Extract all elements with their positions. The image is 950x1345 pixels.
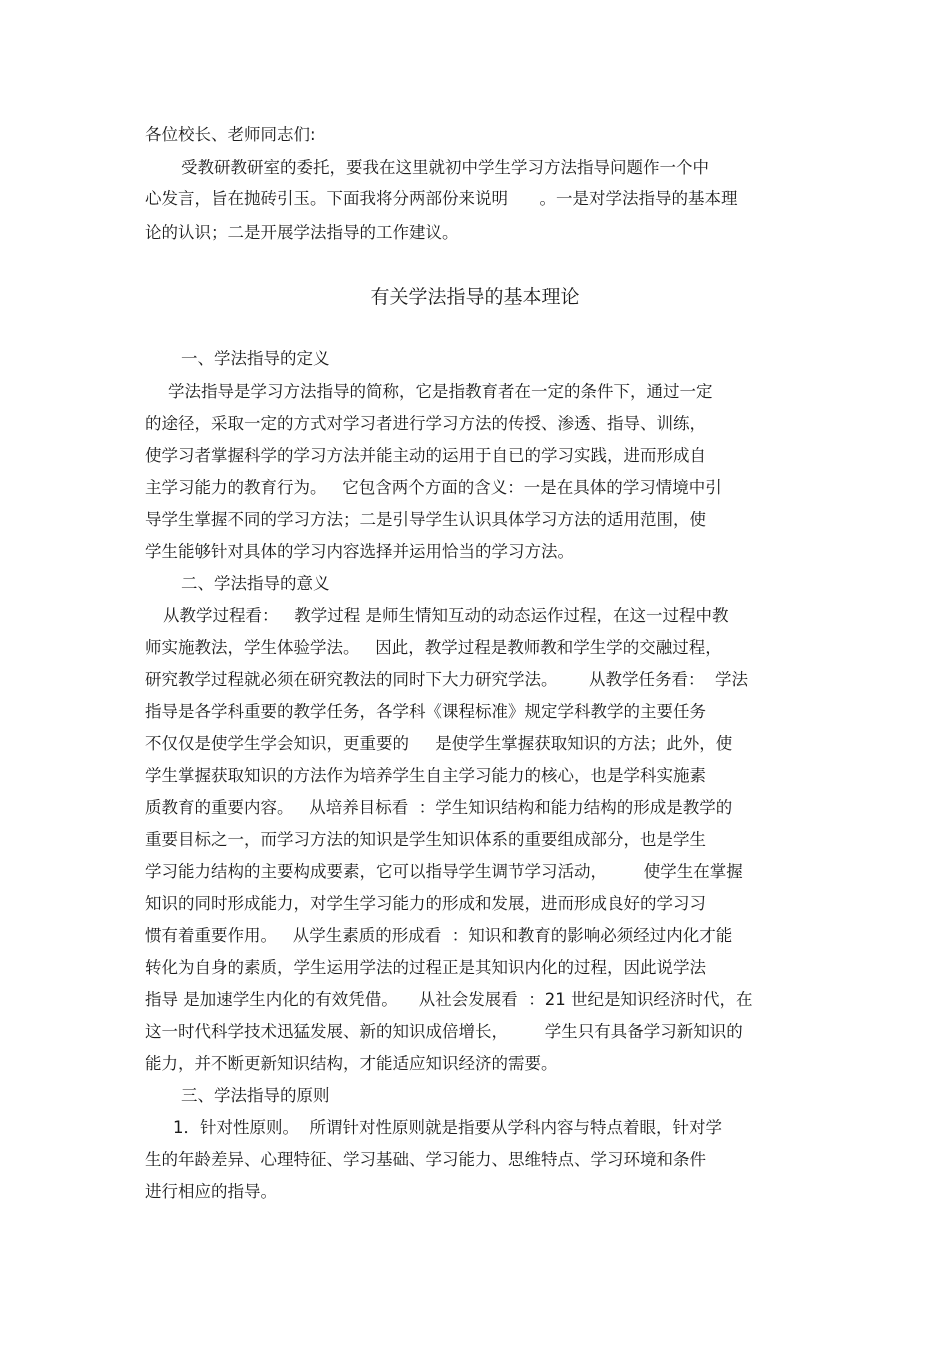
definition-line: 学生能够针对具体的学习内容选择并运用恰当的学习方法。	[145, 542, 574, 561]
meaning-line: 质教育的重要内容。 从培养目标看 ：学生知识结构和能力结构的形成是教学的	[145, 798, 733, 817]
principle-line: 进行相应的指导。	[145, 1182, 277, 1201]
greeting: 各位校长、老师同志们:	[145, 125, 316, 144]
meaning-line: 不仅仅是使学生学会知识，更重要的 是使学生掌握获取知识的方法；此外，使	[145, 734, 733, 753]
meaning-line: 知识的同时形成能力，对学生学习能力的形成和发展，进而形成良好的学习习	[145, 894, 706, 913]
meaning-line: 能力，并不断更新知识结构，才能适应知识经济的需要。	[145, 1054, 558, 1073]
meaning-line: 指导是各学科重要的教学任务，各学科《课程标准》规定学科教学的主要任务	[145, 702, 706, 721]
principle-line: 1．针对性原则。 所谓针对性原则就是指要从学科内容与特点着眼，针对学	[173, 1118, 722, 1137]
heading-principles: 三、学法指导的原则	[181, 1086, 330, 1105]
definition-line: 学法指导是学习方法指导的简称，它是指教育者在一定的条件下，通过一定	[168, 382, 713, 401]
definition-line: 主学习能力的教育行为。 它包含两个方面的含义：一是在具体的学习情境中引	[145, 478, 722, 497]
meaning-line: 师实施教法，学生体验学法。 因此，教学过程是教师教和学生学的交融过程，	[145, 638, 722, 657]
meaning-line: 重要目标之一，而学习方法的知识是学生知识体系的重要组成部分，也是学生	[145, 830, 706, 849]
definition-line: 的途径，采取一定的方式对学习者进行学习方法的传授、渗透、指导、训练，	[145, 414, 706, 433]
meaning-line: 指导 是加速学生内化的有效凭借。 从社会发展看 ：21 世纪是知识经济时代，在	[145, 990, 753, 1009]
meaning-line: 这一时代科学技术迅猛发展、新的知识成倍增长， 学生只有具备学习新知识的	[145, 1022, 743, 1041]
principle-line: 生的年龄差异、心理特征、学习基础、学习能力、思维特点、学习环境和条件	[145, 1150, 706, 1169]
meaning-line: 惯有着重要作用。 从学生素质的形成看 ：知识和教育的影响必须经过内化才能	[145, 926, 733, 945]
heading-meaning: 二、学法指导的意义	[181, 574, 330, 593]
meaning-line: 学生掌握获取知识的方法作为培养学生自主学习能力的核心，也是学科实施素	[145, 766, 706, 785]
meaning-line: 研究教学过程就必须在研究教法的同时下大力研究学法。 从教学任务看： 学法	[145, 670, 748, 689]
meaning-line: 从教学过程看： 教学过程 是师生情知互动的动态运作过程，在这一过程中教	[163, 606, 729, 625]
meaning-line: 转化为自身的素质，学生运用学法的过程正是其知识内化的过程，因此说学法	[145, 958, 706, 977]
definition-line: 导学生掌握不同的学习方法；二是引导学生认识具体学习方法的适用范围，使	[145, 510, 706, 529]
intro-line: 心发言，旨在抛砖引玉。下面我将分两部份来说明 。一是对学法指导的基本理	[145, 189, 738, 208]
meaning-line: 学习能力结构的主要构成要素，它可以指导学生调节学习活动， 使学生在掌握	[145, 862, 743, 881]
intro-line: 论的认识；二是开展学法指导的工作建议。	[145, 223, 459, 242]
definition-line: 使学习者掌握科学的学习方法并能主动的运用于自已的学习实践，进而形成自	[145, 446, 706, 465]
section-title: 有关学法指导的基本理论	[370, 286, 580, 308]
intro-line: 受教研教研室的委托，要我在这里就初中学生学习方法指导问题作一个中	[181, 158, 709, 177]
heading-definition: 一、学法指导的定义	[181, 349, 330, 368]
